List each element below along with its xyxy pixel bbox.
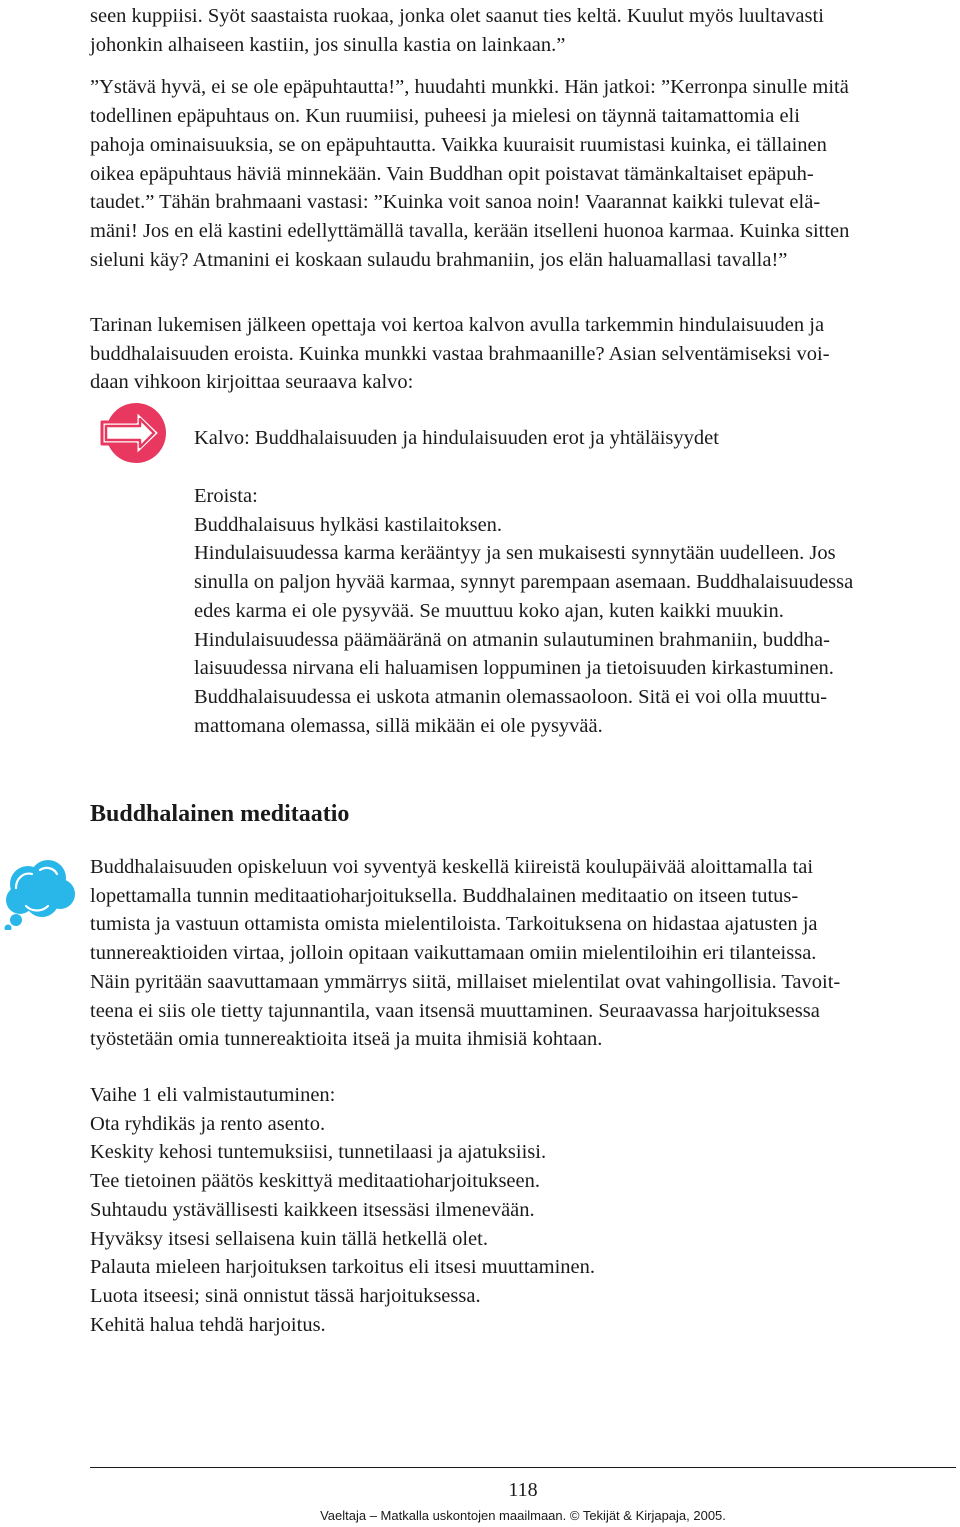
footer-divider [90,1467,956,1468]
text-line: tumista ja vastuun ottamista omista mielentiloista. Tarkoituksena on hidastaa ajatusten ja [90,913,818,936]
text-line: pahoja ominaisuuksia, se on epäpuhtautta. Vaikka kuuraisit ruumistasi kuinka, ei tällainen [90,133,827,156]
list-item: Palauta mieleen harjoituksen tarkoitus eli itsesi muuttaminen. [90,1256,595,1279]
teacher-paragraph [90,311,960,397]
text-line: teena ei siis ole tietty tajunnantila, vaan itsensä muuttaminen. Seuraavassa harjoituksessa [90,999,820,1022]
meditation-paragraph [90,853,960,1054]
slide-content [194,482,960,740]
steps-list [90,1081,960,1339]
list-item: Hyväksy itsesi sellaisena kuin tällä hetkellä olet. [90,1227,488,1250]
text-line: mäni! Jos en elä kastini edellyttämällä tavalla, kerään itselleni huonoa karmaa. Kuinka sitten [90,219,850,242]
footer-credit: Vaeltaja – Matkalla uskontojen maailmaan. © Tekijät & Kirjapaja, 2005. [320,1508,726,1523]
text-line: oikea epäpuhtaus häviä minnekään. Vain Buddhan opit poistavat tämänkaltaiset epäpuh- [90,162,814,185]
text-line: Tarinan lukemisen jälkeen opettaja voi kertoa kalvon avulla tarkemmin hindulaisuuden ja [90,314,825,336]
list-item: Kehitä halua tehdä harjoitus. [90,1313,326,1336]
story-text [90,2,960,274]
text-line: tunnereaktioiden virtaa, jolloin opitaan vaikuttamaan omiin mielentiloihin eri tilanteissa. [90,942,817,965]
list-item: Ota ryhdikäs ja rento asento. [90,1112,326,1135]
text-line: seen kuppiisi. Syöt saastaista ruokaa, jonka olet saanut ties keltä. Kuulut myös luultavasti [90,5,824,27]
text-line: sieluni käy? Atmanini ei koskaan sulaudu brahmaniin, jos elän haluamallasi tavalla!” [90,248,788,271]
slide-title: Kalvo: Buddhalaisuuden ja hindulaisuuden erot ja yhtäläisyydet [194,427,719,449]
text-line: mattomana olemassa, sillä mikään ei ole pysyvää. [194,714,603,737]
text-line: Hindulaisuudessa karma kerääntyy ja sen mukaisesti synnytään uudelleen. Jos [194,542,836,565]
text-line: Hindulaisuudessa päämääränä on atmanin sulautuminen brahmaniin, buddha- [194,628,830,651]
list-item: Keskity kehosi tuntemuksiisi, tunnetilaasi ja ajatuksiisi. [90,1141,547,1164]
text-line: Eroista: [194,485,258,507]
text-line: laisuudessa nirvana eli haluamisen loppuminen ja tietoisuuden kirkastuminen. [194,657,834,680]
text-line: Näin pyritään saavuttamaan ymmärrys siitä, millaiset mielentilat ovat vahingollisia. Tavoit- [90,970,841,993]
text-line: ”Ystävä hyvä, ei se ole epäpuhtautta!”, huudahti munkki. Hän jatkoi: ”Kerronpa sinulle mitä [90,76,849,99]
text-line: työstetään omia tunnereaktioita itseä ja muita ihmisiä kohtaan. [90,1028,603,1051]
text-line: Buddhalaisuus hylkäsi kastilaitoksen. [194,513,503,536]
list-item: Luota itseesi; sinä onnistut tässä harjoituksessa. [90,1284,481,1307]
text-line: edes karma ei ole pysyvää. Se muuttuu koko ajan, kuten kaikki muukin. [194,599,784,622]
thought-cloud-icon [2,854,78,930]
text-line: johonkin alhaiseen kastiin, jos sinulla kastia on lainkaan.” [90,33,566,56]
page-number: 118 [508,1479,538,1501]
text-line: buddhalaisuuden eroista. Kuinka munkki vastaa brahmaanille? Asian selventämiseksi voi- [90,342,830,365]
arrow-right-icon [96,402,170,464]
text-line: todellinen epäpuhtaus on. Kun ruumiisi, puheesi ja mielesi on täynnä taitamattomia eli [90,105,800,128]
section-heading: Buddhalainen meditaatio [90,801,350,827]
text-line: lopettamalla tunnin meditaatioharjoituksella. Buddhalainen meditaatio on itseen tutus- [90,884,799,907]
text-line: Buddhalaisuuden opiskeluun voi syventyä keskellä kiireistä koulupäivää aloittamalla tai [90,856,814,878]
list-item: Tee tietoinen päätös keskittyä meditaatioharjoitukseen. [90,1170,540,1193]
text-line: taudet.” Tähän brahmaani vastasi: ”Kuinka voit sanoa noin! Vaarannat kaikki tulevat elä- [90,191,821,214]
text-line: daan vihkoon kirjoittaa seuraava kalvo: [90,371,414,394]
text-line: Buddhalaisuudessa ei uskota atmanin olemassaoloon. Sitä ei voi olla muuttu- [194,685,828,708]
list-item: Suhtaudu ystävällisesti kaikkeen itsessäsi ilmenevään. [90,1198,535,1221]
text-line: sinulla on paljon hyvää karmaa, synnyt parempaan asemaan. Buddhalaisuudessa [194,571,854,594]
list-item: Vaihe 1 eli valmistautuminen: [90,1084,336,1106]
